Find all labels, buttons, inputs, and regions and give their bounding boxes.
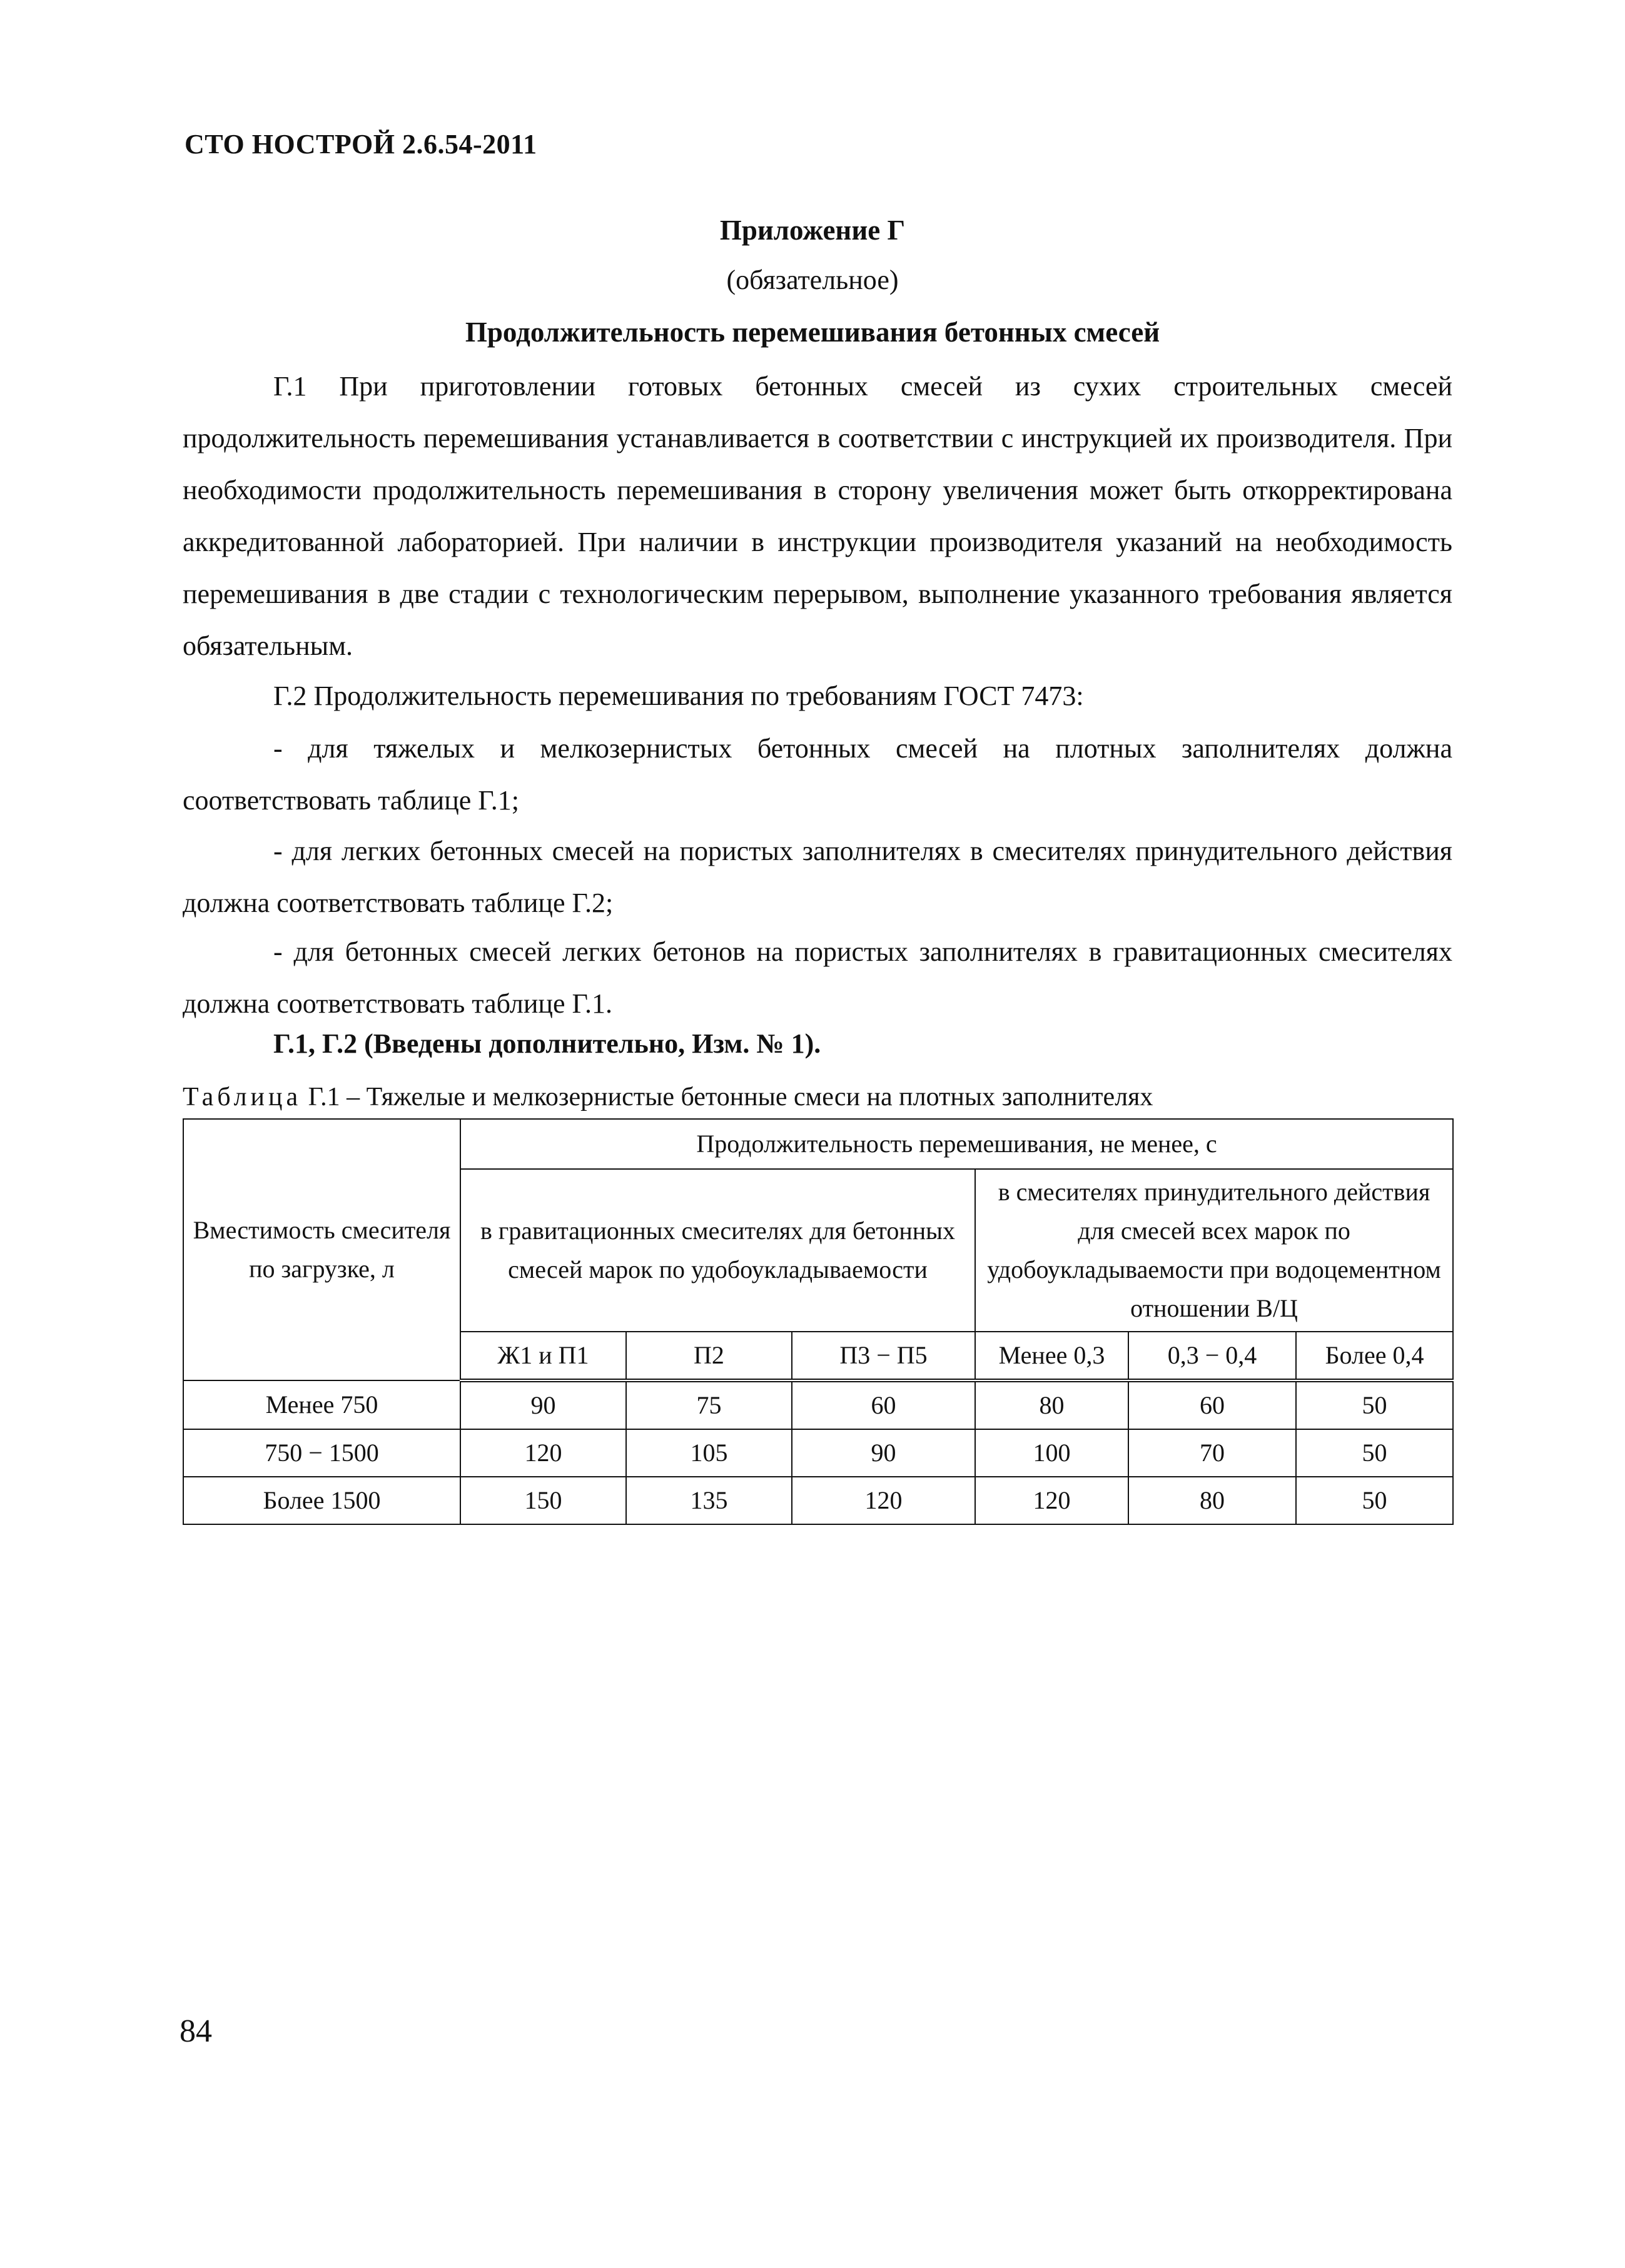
list-item-light-mixes: - для легких бетонных смесей на пористых заполнителях в смесителях принудительного действия должна соответствовать таблице Г.2; — [183, 836, 1452, 918]
appendix-status: (обязательное) — [726, 265, 899, 295]
header-duration: Продолжительность перемешивания, не менее, с — [460, 1119, 1453, 1169]
table-cell: 120 — [460, 1429, 626, 1477]
table-cell: 135 — [626, 1477, 792, 1524]
table-cell: 150 — [460, 1477, 626, 1524]
table-cell: 50 — [1296, 1477, 1453, 1524]
document-code-header: СТО НОСТРОЙ 2.6.54-2011 — [185, 129, 537, 159]
subheader-cell: Более 0,4 — [1296, 1332, 1453, 1380]
appendix-heading: Продолжительность перемешивания бетонных смесей — [465, 316, 1160, 348]
paragraph-g1: Г.1 При приготовлении готовых бетонных смесей из сухих строительных смесей продолжительность перемешивания устанавливается в соответствии с инструкцией их производителя. При необходимости продолжительность перемешивания в сторону увеличения может быть откорректирована аккредитованной лабораторией. При наличии в инструкции производителя указаний на необходимость перемешивания в две стадии с технологическим перерывом, выполнение указанного требования является обязательным. — [183, 371, 1452, 661]
table-cell: 60 — [792, 1380, 975, 1429]
table-cell: 80 — [975, 1380, 1128, 1429]
table-row — [183, 1429, 1453, 1477]
table-row — [183, 1477, 1453, 1524]
header-forced-mixers: в смесителях принудительного действия для смесей всех марок по удобоукладываемости при водоцементном отношении В/Ц — [975, 1169, 1453, 1332]
row-capacity: Менее 750 — [183, 1380, 460, 1429]
list-item-heavy-mixes: - для тяжелых и мелкозернистых бетонных смесей на плотных заполнителях должна соответствовать таблице Г.1; — [183, 733, 1452, 816]
row-capacity: Более 1500 — [183, 1477, 460, 1524]
subheader-cell: П2 — [626, 1332, 792, 1380]
page-number: 84 — [180, 2013, 212, 2049]
list-item-gravity-mixers: - для бетонных смесей легких бетонов на пористых заполнителях в гравитационных смесителях должна соответствовать таблице Г.1. — [183, 936, 1452, 1019]
mixing-duration-table — [183, 1118, 1454, 1525]
table-cell: 50 — [1296, 1380, 1453, 1429]
table-cell: 90 — [460, 1380, 626, 1429]
table-cell: 105 — [626, 1429, 792, 1477]
subheader-cell: Ж1 и П1 — [460, 1332, 626, 1380]
table-caption — [183, 1082, 1153, 1112]
table-cell: 70 — [1128, 1429, 1296, 1477]
table-caption-label: Таблица — [183, 1083, 302, 1111]
table-row — [183, 1380, 1453, 1429]
subheader-cell: 0,3 − 0,4 — [1128, 1332, 1296, 1380]
amendment-note: Г.1, Г.2 (Введены дополнительно, Изм. № 1). — [273, 1028, 821, 1059]
header-capacity: Вместимость смесителя по загрузке, л — [183, 1119, 460, 1380]
paragraph-g2: Г.2 Продолжительность перемешивания по требованиям ГОСТ 7473: — [273, 681, 1084, 711]
table-cell: 50 — [1296, 1429, 1453, 1477]
table-cell: 90 — [792, 1429, 975, 1477]
subheader-cell: П3 − П5 — [792, 1332, 975, 1380]
table-cell: 80 — [1128, 1477, 1296, 1524]
table-cell: 100 — [975, 1429, 1128, 1477]
table-caption-text: Г.1 – Тяжелые и мелкозернистые бетонные смеси на плотных заполнителях — [301, 1083, 1153, 1111]
appendix-title: Приложение Г — [719, 215, 906, 246]
row-capacity: 750 − 1500 — [183, 1429, 460, 1477]
table-cell: 120 — [792, 1477, 975, 1524]
table-cell: 60 — [1128, 1380, 1296, 1429]
table-cell: 120 — [975, 1477, 1128, 1524]
header-gravity-mixers: в гравитационных смесителях для бетонных смесей марок по удобоукладываемости — [460, 1169, 975, 1332]
table-cell: 75 — [626, 1380, 792, 1429]
subheader-cell: Менее 0,3 — [975, 1332, 1128, 1380]
